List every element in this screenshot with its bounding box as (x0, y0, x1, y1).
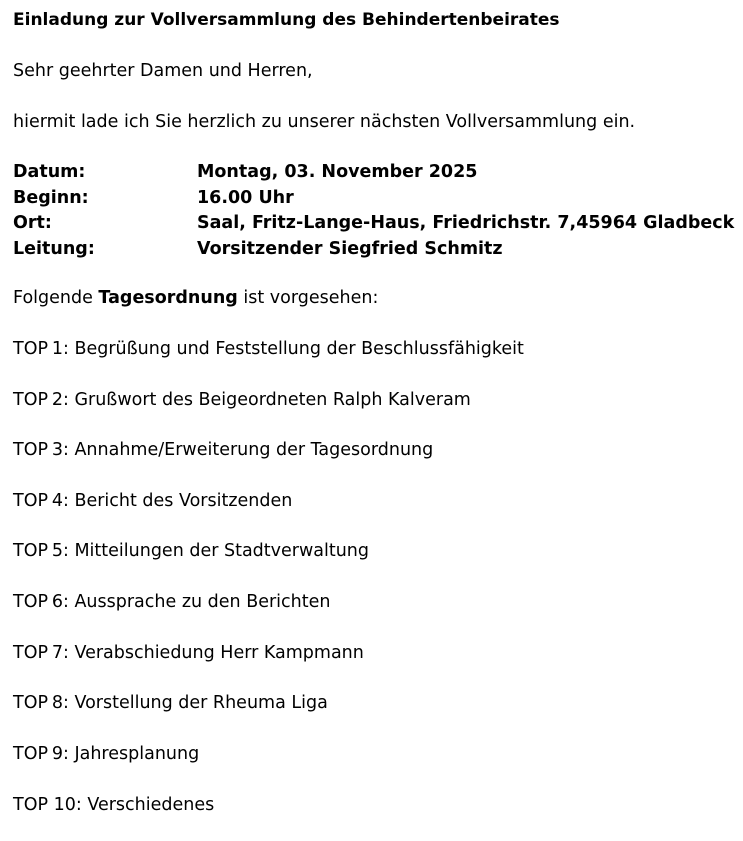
agenda-intro-bold: Tagesordnung (98, 288, 238, 308)
agenda-text: : Vorstellung der Rheuma Liga (63, 693, 328, 713)
detail-label: Leitung: (13, 238, 95, 259)
agenda-item (13, 591, 330, 613)
agenda-number: 9 (51, 744, 63, 764)
agenda-text: : Grußwort des Beigeordneten Ralph Kalveram (63, 390, 471, 410)
agenda-item (13, 794, 214, 816)
agenda-number: 4 (51, 491, 63, 511)
agenda-number: 10 (53, 795, 76, 815)
agenda-prefix: TOP (13, 592, 49, 612)
agenda-number: 1 (51, 339, 63, 359)
agenda-number: 3 (51, 440, 63, 460)
agenda-number: 6 (51, 592, 63, 612)
intro-text: hiermit lade ich Sie herzlich zu unserer nächsten Vollversammlung ein. (13, 112, 636, 132)
detail-row-date (13, 161, 734, 187)
agenda-intro-after: ist vorgesehen: (237, 288, 379, 308)
agenda-prefix: TOP (13, 491, 49, 511)
agenda-item (13, 692, 328, 714)
detail-value: Vorsitzender Siegfried Schmitz (197, 238, 503, 259)
agenda-text: : Jahresplanung (63, 744, 200, 764)
agenda-item (13, 490, 292, 512)
detail-label: Ort: (13, 213, 52, 233)
detail-row-location (13, 212, 734, 238)
agenda-intro-before: Folgende (13, 288, 99, 308)
agenda-intro (13, 287, 378, 309)
agenda-item (13, 642, 364, 664)
agenda-number: 7 (51, 643, 63, 663)
agenda-item (13, 540, 369, 562)
detail-value: Montag, 03. November 2025 (197, 162, 478, 182)
agenda-prefix: TOP (13, 795, 49, 815)
detail-value: 16.00 Uhr (197, 187, 294, 208)
agenda-prefix: TOP (13, 693, 49, 713)
agenda-text: : Bericht des Vorsitzenden (63, 491, 293, 511)
detail-row-start (13, 187, 734, 213)
agenda-text: : Annahme/Erweiterung der Tagesordnung (63, 440, 434, 460)
agenda-text: : Aussprache zu den Berichten (63, 592, 331, 612)
detail-label: Datum: (13, 162, 86, 182)
agenda-prefix: TOP (13, 339, 49, 359)
agenda-number: 5 (51, 541, 63, 561)
agenda-item (13, 338, 524, 360)
agenda-number: 2 (51, 390, 63, 410)
agenda-item (13, 743, 199, 765)
agenda-prefix: TOP (13, 440, 49, 460)
agenda-text: : Verschiedenes (75, 795, 215, 815)
agenda-prefix: TOP (13, 390, 49, 410)
agenda-prefix: TOP (13, 744, 49, 764)
agenda-text: : Verabschiedung Herr Kampmann (63, 643, 364, 663)
agenda-item (13, 389, 471, 411)
detail-row-chair (13, 238, 734, 264)
detail-value: Saal, Fritz-Lange-Haus, Friedrichstr. 7,45964 Gladbeck (197, 213, 735, 233)
agenda-item (13, 439, 433, 461)
agenda-prefix: TOP (13, 643, 49, 663)
agenda-number: 8 (51, 693, 63, 713)
agenda-text: : Mitteilungen der Stadtverwaltung (63, 541, 370, 561)
agenda-prefix: TOP (13, 541, 49, 561)
document-title: Einladung zur Vollversammlung des Behindertenbeirates (13, 10, 560, 30)
agenda-text: : Begrüßung und Feststellung der Beschlussfähigkeit (63, 339, 524, 359)
meeting-details (13, 161, 734, 263)
salutation: Sehr geehrter Damen und Herren, (13, 61, 313, 81)
detail-label: Beginn: (13, 187, 89, 208)
